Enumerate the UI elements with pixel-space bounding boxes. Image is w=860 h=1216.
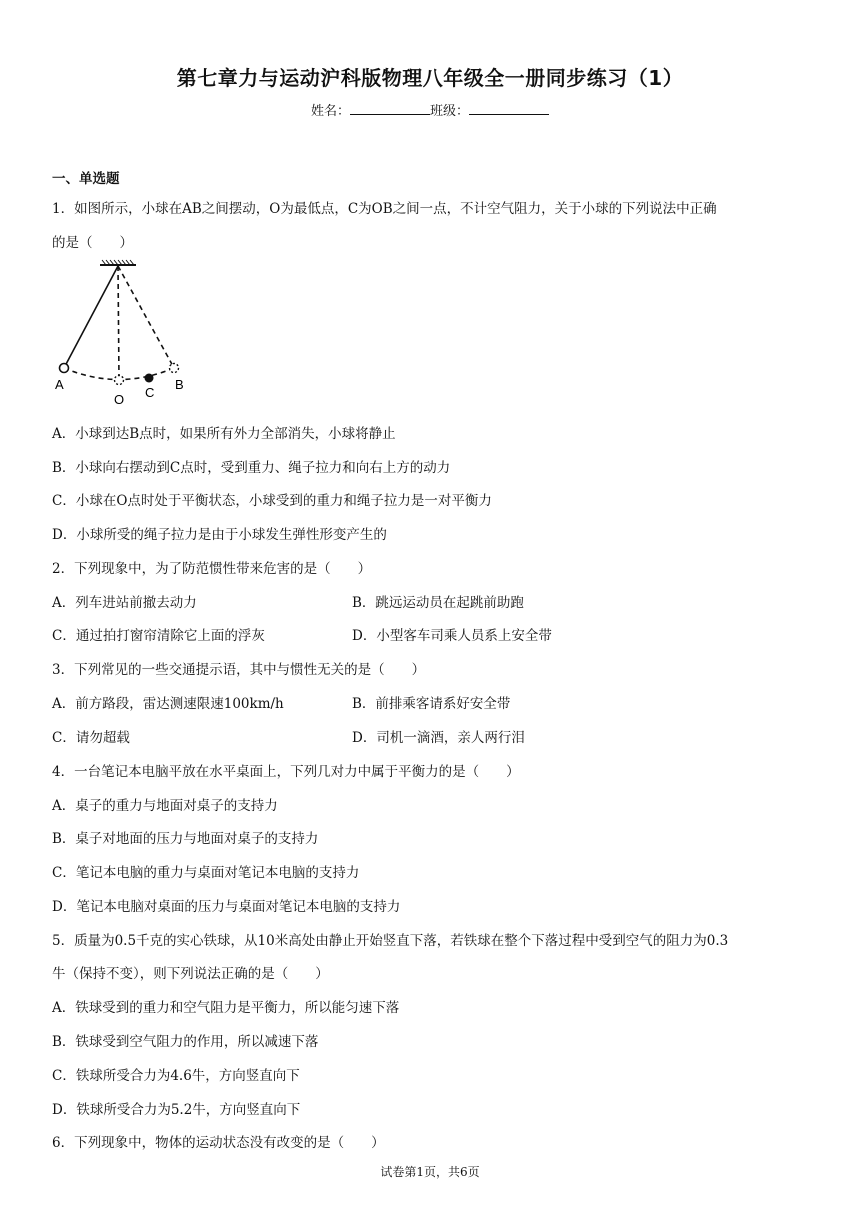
- q2-option-b: B．跳远运动员在起跳前助跑: [352, 595, 524, 611]
- q4-option-d: D．笔记本电脑对桌面的压力与桌面对笔记本电脑的支持力: [52, 899, 401, 915]
- q3-option-a: A．前方路段，雷达测速限速100km/h: [52, 696, 284, 712]
- name-blank: [350, 102, 430, 115]
- label-o: O: [114, 392, 125, 407]
- q2-stem: 2．下列现象中，为了防范惯性带来危害的是（ ）: [52, 561, 372, 577]
- q1-stem-line1: 1．如图所示，小球在AB之间摆动，O为最低点，C为OB之间一点，不计空气阻力，关于小球的下列说法中正确: [52, 201, 717, 217]
- q6-stem: 6．下列现象中，物体的运动状态没有改变的是（ ）: [52, 1135, 385, 1151]
- ball-c: [145, 374, 154, 383]
- page-title: 第七章力与运动沪科版物理八年级全一册同步练习（1）: [176, 66, 684, 90]
- q1-option-a: A．小球到达B点时，如果所有外力全部消失，小球将静止: [52, 426, 396, 442]
- name-label: 姓名：: [310, 104, 350, 119]
- string-o: [118, 266, 119, 380]
- q4-stem: 4．一台笔记本电脑平放在水平桌面上，下列几对力中属于平衡力的是（ ）: [52, 764, 520, 780]
- q5-option-a: A．铁球受到的重力和空气阻力是平衡力，所以能匀速下落: [52, 1000, 400, 1016]
- string-a: [64, 266, 118, 368]
- name-class-line: [0, 100, 860, 119]
- q5-stem-line2: 牛（保持不变），则下列说法正确的是（ ）: [52, 966, 329, 982]
- section-heading: 一、单选题: [52, 171, 120, 187]
- pendulum-figure: [52, 258, 202, 408]
- ball-b: [170, 364, 179, 373]
- ball-o: [115, 376, 124, 385]
- q3-option-b: B．前排乘客请系好安全带: [352, 696, 511, 712]
- string-b: [118, 266, 174, 368]
- q4-option-c: C．笔记本电脑的重力与桌面对笔记本电脑的支持力: [52, 865, 360, 881]
- q4-option-b: B．桌子对地面的压力与地面对桌子的支持力: [52, 831, 319, 847]
- label-a: A: [55, 377, 64, 392]
- q3-option-c: C．请勿超载: [52, 730, 130, 746]
- q2-option-a: A．列车进站前撤去动力: [52, 595, 197, 611]
- q5-stem-line1: 5．质量为0.5千克的实心铁球，从10米高处由静止开始竖直下落，若铁球在整个下落过程中受到空气的阻力为0.3: [52, 933, 729, 949]
- q5-option-d: D．铁球所受合力为5.2牛，方向竖直向下: [52, 1102, 301, 1118]
- q1-stem-line2: 的是（ ）: [52, 235, 133, 251]
- q5-option-b: B．铁球受到空气阻力的作用，所以减速下落: [52, 1034, 319, 1050]
- q1-option-b: B．小球向右摆动到C点时，受到重力、绳子拉力和向右上方的动力: [52, 460, 451, 476]
- q4-option-a: A．桌子的重力与地面对桌子的支持力: [52, 798, 278, 814]
- ball-a: [60, 364, 69, 373]
- q1-option-c: C．小球在O点时处于平衡状态，小球受到的重力和绳子拉力是一对平衡力: [52, 493, 492, 509]
- q2-option-d: D．小型客车司乘人员系上安全带: [352, 628, 552, 644]
- q2-option-c: C．通过拍打窗帘清除它上面的浮灰: [52, 628, 265, 644]
- q3-stem: 3．下列常见的一些交通提示语，其中与惯性无关的是（ ）: [52, 662, 426, 678]
- q3-option-d: D．司机一滴酒，亲人两行泪: [352, 730, 525, 746]
- class-blank: [469, 102, 549, 115]
- label-b: B: [175, 377, 184, 392]
- label-c: C: [145, 385, 155, 400]
- q5-option-c: C．铁球所受合力为4.6牛，方向竖直向下: [52, 1068, 300, 1084]
- class-label: 班级：: [430, 104, 470, 119]
- page-footer: 试卷第1页，共6页: [380, 1165, 480, 1179]
- q1-option-d: D．小球所受的绳子拉力是由于小球发生弹性形变产生的: [52, 527, 387, 543]
